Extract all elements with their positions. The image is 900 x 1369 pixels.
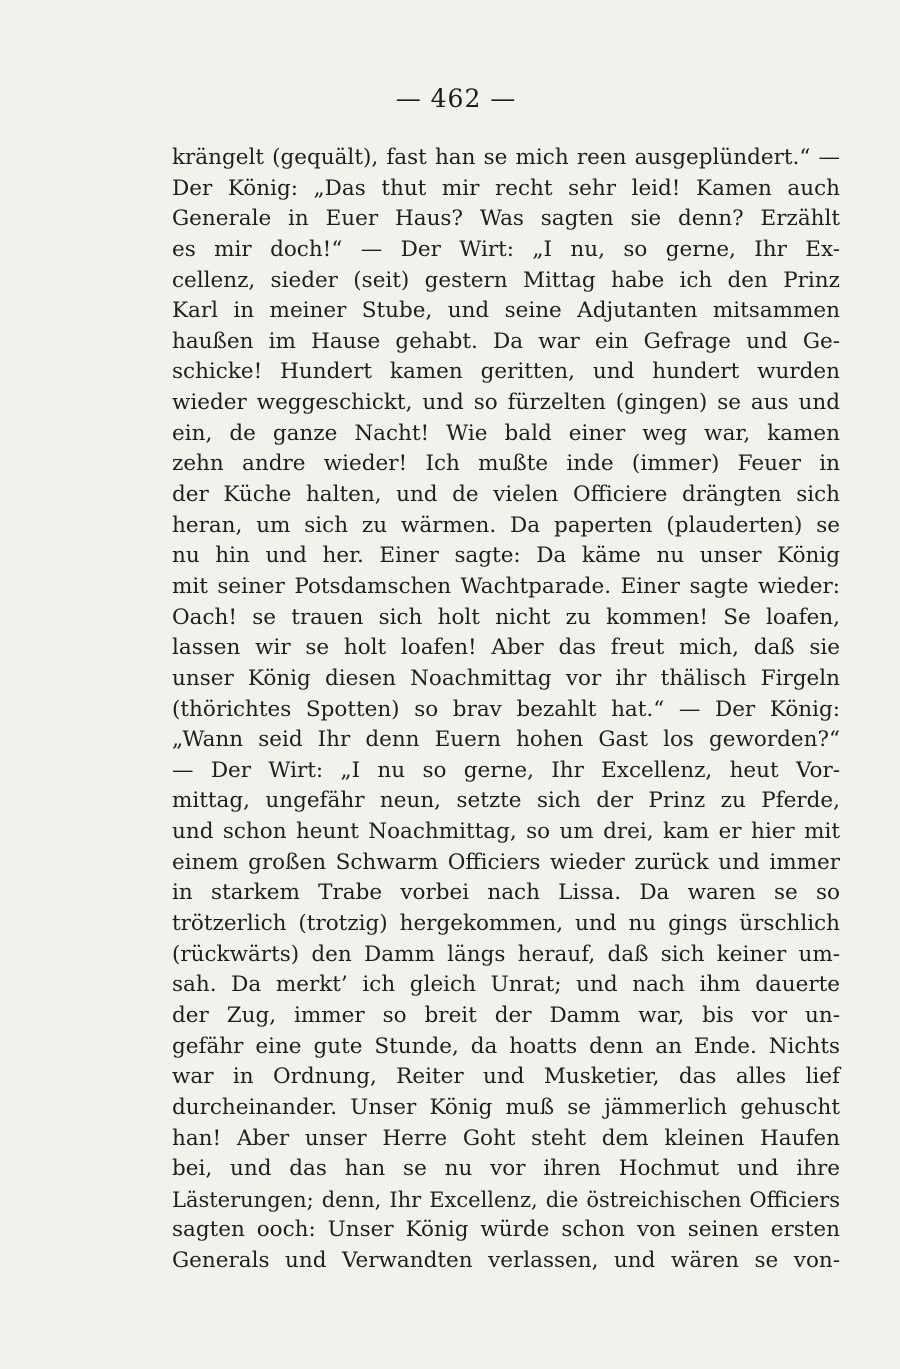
text-line: zehn andre wieder! Ich mußte inde (immer) Feuer in <box>172 451 840 477</box>
text-line: (thörichtes Spotten) so brav bezahlt hat.“ — Der König: <box>172 696 840 722</box>
text-line: Der König: „Das thut mir recht sehr leid! Kamen auch <box>172 175 840 201</box>
text-line: Karl in meiner Stube, und seine Adjutanten mitsammen <box>172 298 840 324</box>
text-line: schicke! Hundert kamen geritten, und hundert wurden <box>172 359 840 385</box>
text-line: Lästerungen; denn, Ihr Excellenz, die östreichischen Officiers <box>172 1187 840 1212</box>
text-line: war in Ordnung, Reiter und Musketier, das alles lief <box>172 1064 840 1090</box>
text-line: der Zug, immer so breit der Damm war, bis vor un- <box>172 1002 840 1028</box>
text-line: heran, um sich zu wärmen. Da paperten (plauderten) se <box>172 512 840 538</box>
text-line: krängelt (gequält), fast han se mich reen ausgeplündert.“ — <box>172 145 840 170</box>
text-line: ein, de ganze Nacht! Wie bald einer weg war, kamen <box>172 420 840 446</box>
page-number: — 462 — <box>395 84 517 113</box>
text-line: sagten ooch: Unser König würde schon von seinen ersten <box>172 1217 840 1243</box>
text-line: han! Aber unser Herre Goht steht dem kleinen Haufen <box>172 1125 840 1151</box>
text-line: haußen im Hause gehabt. Da war ein Gefrage und Ge- <box>172 328 840 354</box>
text-line: — Der Wirt: „I nu so gerne, Ihr Excellenz, heut Vor- <box>172 757 840 783</box>
text-line: nu hin und her. Einer sagte: Da käme nu unser König <box>172 543 840 569</box>
text-line: einem großen Schwarm Officiers wieder zurück und immer <box>172 849 840 875</box>
text-line: bei, und das han se nu vor ihren Hochmut und ihre <box>172 1156 840 1182</box>
text-line: gefähr eine gute Stunde, da hoatts denn an Ende. Nichts <box>172 1033 840 1059</box>
text-line: (rückwärts) den Damm längs herauf, daß sich keiner um- <box>172 941 840 967</box>
text-line: mittag, ungefähr neun, setzte sich der Prinz zu Pferde, <box>172 788 840 814</box>
text-line: mit seiner Potsdamschen Wachtparade. Einer sagte wieder: <box>172 573 840 599</box>
text-line: durcheinander. Unser König muß se jämmerlich gehuscht <box>172 1094 840 1120</box>
text-line: cellenz, sieder (seit) gestern Mittag habe ich den Prinz <box>172 267 840 293</box>
text-line: Generale in Euer Haus? Was sagten sie denn? Erzählt <box>172 206 840 232</box>
text-line: lassen wir se holt loafen! Aber das freut mich, daß sie <box>172 635 840 661</box>
text-line: unser König diesen Noachmittag vor ihr thälisch Firgeln <box>172 665 840 691</box>
text-line: wieder weggeschickt, und so fürzelten (gingen) se aus und <box>172 390 840 416</box>
text-line: trötzerlich (trotzig) hergekommen, und nu gings ürschlich <box>172 911 840 937</box>
text-line: Generals und Verwandten verlassen, und wären se von- <box>172 1248 840 1274</box>
text-line: und schon heunt Noachmittag, so um drei, kam er hier mit <box>172 819 840 845</box>
text-line: in starkem Trabe vorbei nach Lissa. Da waren se so <box>172 880 840 906</box>
text-line: es mir doch!“ — Der Wirt: „I nu, so gerne, Ihr Ex- <box>172 236 840 262</box>
text-line: Oach! se trauen sich holt nicht zu kommen! Se loafen, <box>172 604 840 630</box>
text-line: der Küche halten, und de vielen Officiere drängten sich <box>172 482 840 508</box>
body-text <box>172 143 840 1277</box>
text-line: „Wann seid Ihr denn Euern hohen Gast los geworden?“ <box>172 727 840 753</box>
text-line: sah. Da merkt’ ich gleich Unrat; und nach ihm dauerte <box>172 972 840 998</box>
